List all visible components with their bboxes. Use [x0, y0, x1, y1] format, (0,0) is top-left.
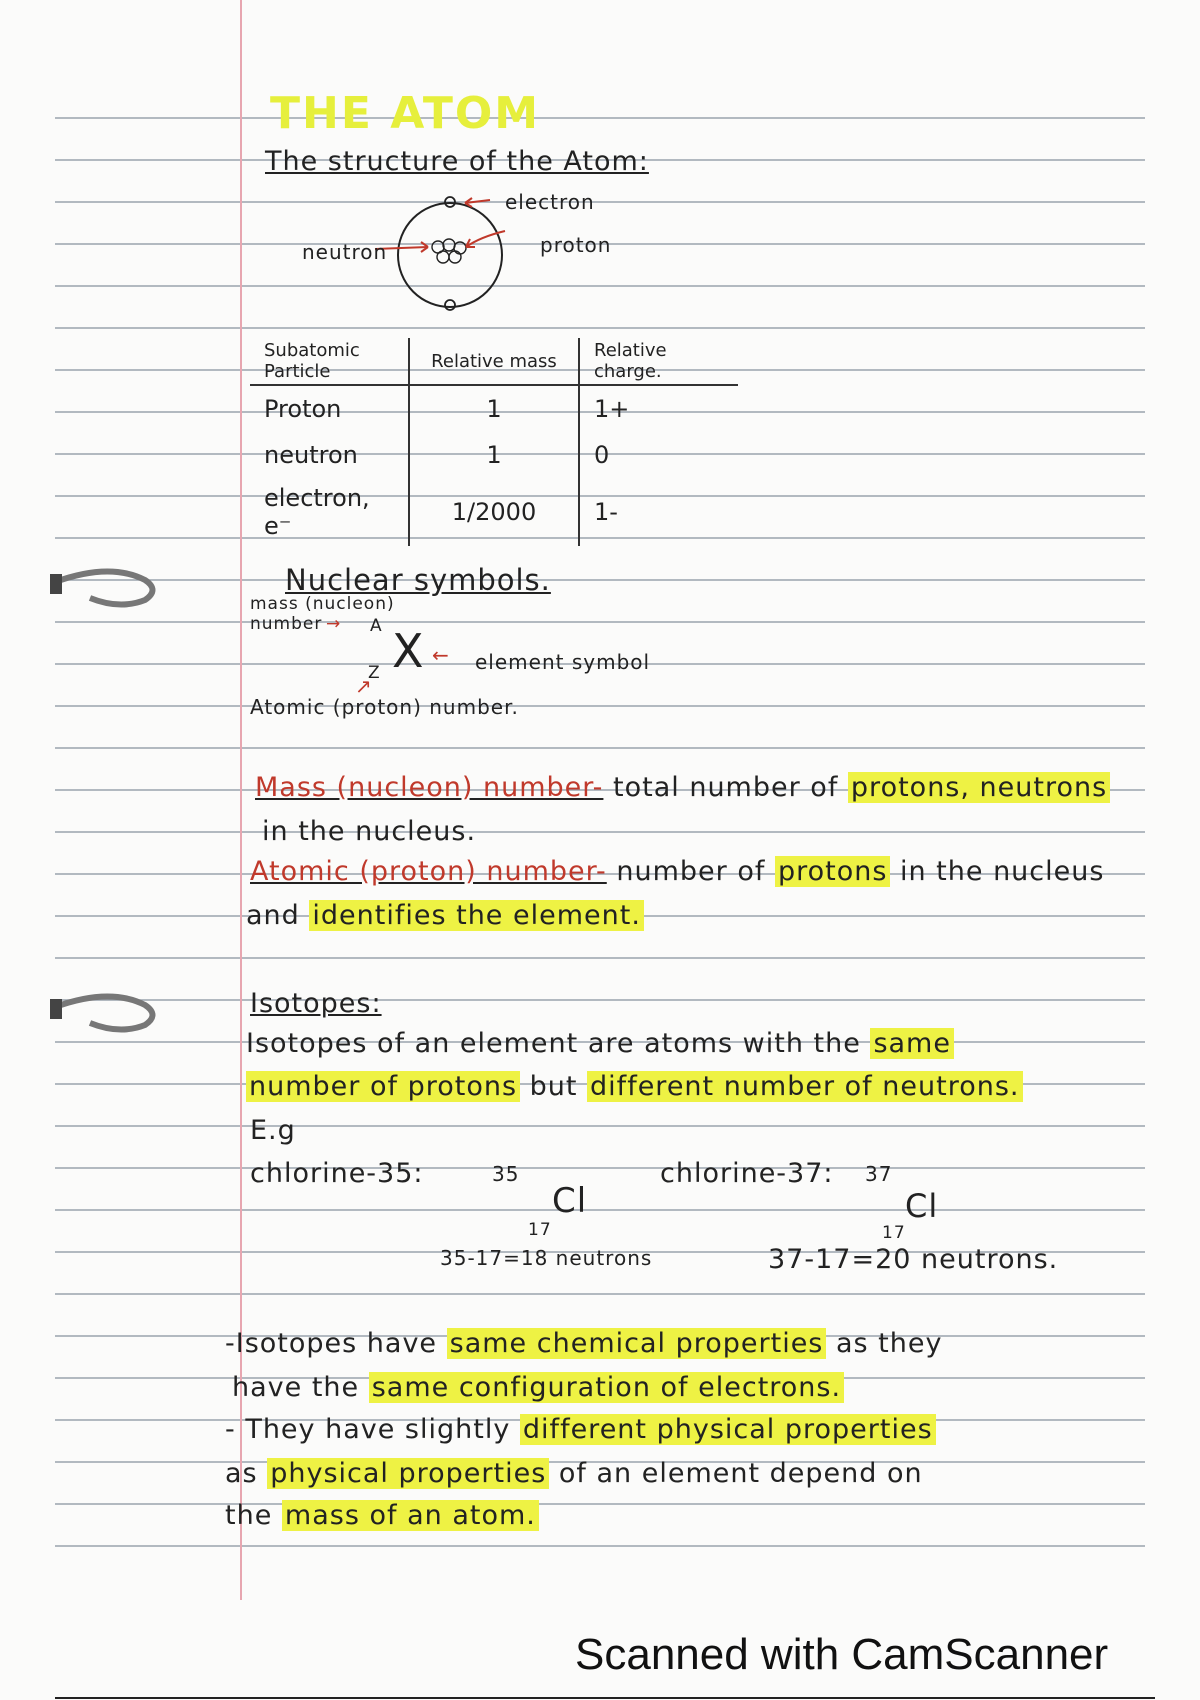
table-header-cell: Relative mass: [409, 338, 579, 385]
table-row: [250, 432, 738, 478]
table-header-row: [250, 338, 738, 385]
chlorine35-symbol: Cl: [552, 1181, 588, 1221]
chlorine37-label: chlorine-37:: [660, 1158, 834, 1189]
electron-label: electron: [505, 190, 595, 214]
table-cell: Proton: [250, 385, 409, 432]
footer-divider: [55, 1697, 1155, 1699]
atomic-sub: Z: [368, 663, 381, 683]
nuclear-heading: Nuclear symbols.: [285, 563, 551, 597]
properties-highlight-3: different physical properties: [520, 1414, 936, 1445]
properties-line5: [225, 1502, 539, 1529]
properties-text-2: as they: [835, 1328, 943, 1359]
chlorine35-atomic-number: 17: [528, 1220, 552, 1240]
mass-sup: A: [370, 616, 383, 636]
atomic-number-term: Atomic (proton) number-: [250, 856, 607, 887]
binder-ring-icon: [50, 560, 160, 610]
mass-def-text: total number of: [613, 772, 839, 803]
mass-number-label-2: number: [250, 614, 323, 634]
atomic-def-line2: [246, 902, 644, 929]
table-row: [250, 385, 738, 432]
properties-line1: [225, 1330, 942, 1357]
properties-highlight-2: same configuration of electrons.: [369, 1372, 844, 1403]
properties-highlight-5: mass of an atom.: [282, 1500, 539, 1531]
table-cell: 1: [409, 432, 579, 478]
neutron-label: neutron: [302, 240, 388, 264]
isotopes-def-but: but: [529, 1071, 578, 1102]
chlorine37-atomic-number: 17: [882, 1223, 906, 1243]
chlorine37-calc: 37-17=20 neutrons.: [768, 1244, 1059, 1275]
arrow-right-icon: →: [326, 614, 342, 634]
properties-line2: [232, 1374, 844, 1401]
atomic-def-highlight: protons: [775, 856, 890, 887]
properties-highlight-4: physical properties: [267, 1458, 549, 1489]
table-cell: 0: [594, 441, 610, 469]
chlorine37-mass: 37: [865, 1162, 893, 1186]
table-cell: 1/2000: [409, 478, 579, 546]
isotopes-def-line1: [246, 1030, 954, 1057]
chlorine35-calc: 35-17=18 neutrons: [440, 1246, 653, 1270]
atomic-def-highlight-2: identifies the element.: [309, 900, 644, 931]
table-row: [250, 478, 738, 546]
properties-text-6: of an element depend on: [558, 1458, 923, 1489]
properties-line4: [225, 1460, 923, 1487]
properties-text: -Isotopes have: [225, 1328, 438, 1359]
proton-label: proton: [540, 233, 612, 257]
atomic-number-label: Atomic (proton) number.: [250, 695, 519, 719]
isotopes-def-highlight-2: number of protons: [246, 1071, 520, 1102]
binder-ring-icon: [50, 985, 160, 1035]
scanner-watermark: Scanned with CamScanner: [575, 1630, 1109, 1679]
chlorine35-label: chlorine-35:: [250, 1158, 424, 1189]
chlorine37-symbol: Cl: [905, 1187, 939, 1225]
mass-number-label: mass (nucleon): [250, 594, 395, 614]
structure-heading: The structure of the Atom:: [265, 146, 649, 177]
table-cell: electron, e⁻: [250, 478, 409, 546]
table-cell: 1+: [594, 395, 630, 423]
mass-number-definition: [255, 774, 1110, 801]
element-symbol-label: element symbol: [475, 650, 651, 674]
properties-text-3: have the: [232, 1372, 360, 1403]
atomic-def-text: number of: [616, 856, 766, 887]
properties-line3: [225, 1416, 936, 1443]
isotopes-def-text: Isotopes of an element are atoms with the: [246, 1028, 861, 1059]
mass-number-term: Mass (nucleon) number-: [255, 772, 604, 803]
atomic-def-and: and: [246, 900, 300, 931]
page-title: THE ATOM: [270, 88, 541, 139]
isotopes-def-highlight-3: different number of neutrons.: [587, 1071, 1022, 1102]
properties-text-7: the: [225, 1500, 273, 1531]
arrow-left-icon: ←: [432, 643, 450, 667]
isotopes-def-line2: [246, 1073, 1023, 1100]
chlorine35-mass: 35: [492, 1162, 520, 1186]
mass-def-highlight: protons, neutrons: [848, 772, 1110, 803]
margin-line: [240, 0, 242, 1600]
table-cell: 1-: [594, 498, 618, 526]
arrow-up-icon: ↗: [355, 674, 373, 698]
atomic-number-definition: [250, 858, 1104, 885]
table-header-cell: Relative charge.: [579, 338, 738, 385]
nuclear-symbol: X: [392, 624, 425, 678]
atomic-def-text-2: in the nucleus: [899, 856, 1105, 887]
table-header-cell: Subatomic Particle: [250, 338, 409, 385]
example-label: E.g: [250, 1115, 296, 1146]
properties-text-4: - They have slightly: [225, 1414, 511, 1445]
mass-def-line2: in the nucleus.: [262, 816, 477, 847]
isotopes-heading: Isotopes:: [250, 988, 382, 1019]
table-cell: 1: [409, 385, 579, 432]
particle-table: [250, 338, 738, 546]
isotopes-def-highlight: same: [870, 1028, 954, 1059]
properties-text-5: as: [225, 1458, 258, 1489]
properties-highlight: same chemical properties: [447, 1328, 827, 1359]
table-cell: neutron: [250, 432, 409, 478]
